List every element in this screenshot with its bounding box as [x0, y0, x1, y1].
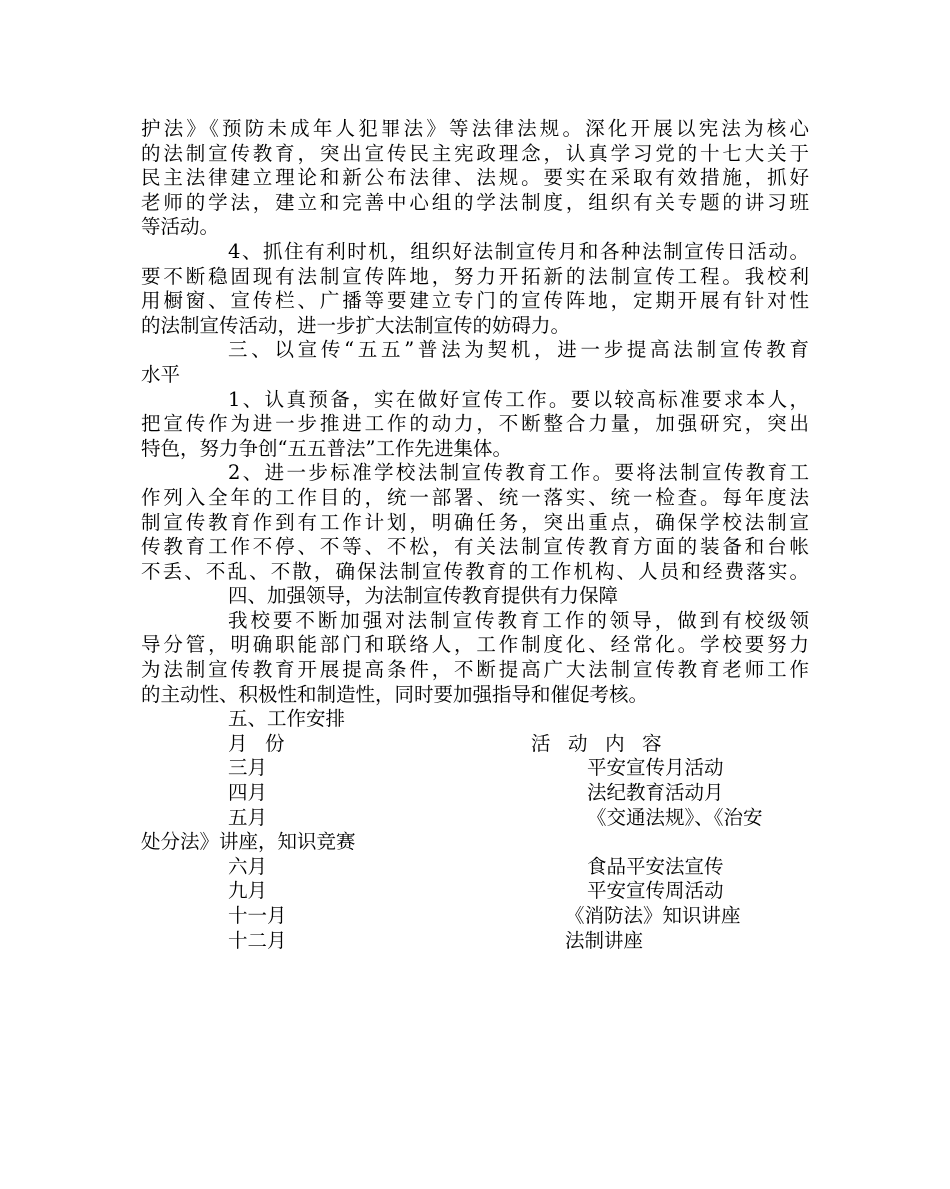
schedule-activity: 《消防法》知识讲座	[565, 904, 741, 927]
document-body	[141, 117, 809, 953]
schedule-month: 九月	[228, 879, 268, 903]
schedule-month: 四月	[228, 781, 268, 805]
schedule-activity-continued: 处分法》讲座，知识竞赛	[141, 830, 356, 854]
text-line: 老师的学法，建立和完善中心组的学法制度，组织有关专题的讲习班	[141, 190, 809, 214]
text-line: 民主法律建立理论和新公布法律、法规。要实在采取有效措施，抓好	[141, 166, 809, 190]
schedule-activity: 《交通法规》、《治安	[587, 805, 763, 829]
text-line: 导分管，明确职能部门和联络人，工作制度化、经常化。学校要努力	[141, 633, 809, 657]
schedule-month: 十一月	[228, 904, 287, 927]
section-heading: 四、加强领导，为法制宣传教育提供有力保障	[228, 584, 619, 608]
text-line: 特色，努力争创“五五普法”工作先进集体。	[141, 436, 512, 460]
schedule-row	[141, 929, 809, 954]
schedule-row	[141, 806, 809, 831]
text-line: 要不断稳固现有法制宣传阵地，努力开拓新的法制宣传工程。我校利	[141, 264, 809, 288]
text-line: 的法制宣传活动，进一步扩大法制宣传的妨碍力。	[141, 313, 571, 337]
text-line: 作列入全年的工作目的，统一部署、统一落实、统一检查。每年度法	[141, 485, 809, 509]
schedule-month: 三月	[228, 756, 268, 780]
schedule-month: 十二月	[228, 928, 287, 952]
schedule-row	[141, 756, 809, 781]
text-line: 不丢、不乱、不散，确保法制宣传教育的工作机构、人员和经费落实。	[141, 559, 809, 583]
text-line: 把宣传作为进一步推进工作的动力，不断整合力量，加强研究，突出	[141, 412, 809, 436]
schedule-col-month: 月份	[228, 731, 303, 755]
schedule-activity: 法制讲座	[565, 928, 644, 952]
text-line: 2、进一步标准学校法制宣传教育工作。要将法制宣传教育工	[228, 461, 809, 485]
text-line: 传教育工作不停、不等、不松，有关法制宣传教育方面的装备和台帐	[141, 535, 809, 559]
text-line: 为法制宣传教育开展提高条件，不断提高广大法制宣传教育老师工作	[141, 658, 809, 682]
section-heading: 水平	[141, 362, 181, 386]
text-line: 用橱窗、宣传栏、广播等要建立专门的宣传阵地，定期开展有针对性	[141, 289, 809, 313]
schedule-col-activity: 活动内容	[531, 731, 680, 755]
schedule-row	[141, 855, 809, 880]
text-line: 我校要不断加强对法制宣传教育工作的领导，做到有校级领	[228, 608, 809, 632]
schedule-heading: 五、工作安排	[228, 707, 346, 731]
schedule-activity: 食品平安法宣传	[587, 854, 724, 878]
schedule-row	[141, 781, 809, 806]
text-line: 等活动。	[141, 215, 220, 239]
schedule-month: 六月	[228, 854, 268, 878]
schedule-header-row	[141, 732, 809, 757]
text-line: 的主动性、积极性和制造性，同时要加强指导和催促考核。	[141, 682, 649, 706]
text-line: 制宣传教育作到有工作计划，明确任务，突出重点，确保学校法制宣	[141, 510, 809, 534]
schedule-activity: 法纪教育活动月	[587, 781, 724, 805]
schedule-activity: 平安宣传月活动	[587, 756, 724, 780]
text-line: 护法》《预防未成年人犯罪法》等法律法规。深化开展以宪法为核心	[141, 117, 809, 140]
schedule-month: 五月	[228, 805, 268, 829]
section-heading: 三、以宣传“五五”普法为契机，进一步提高法制宣传教育	[228, 338, 809, 362]
schedule-activity: 平安宣传周活动	[587, 879, 724, 903]
schedule-row	[141, 904, 809, 929]
text-line: 的法制宣传教育，突出宣传民主宪政理念，认真学习党的十七大关于	[141, 141, 809, 165]
text-line: 4、抓住有利时机，组织好法制宣传月和各种法制宣传日活动。	[228, 239, 809, 263]
schedule-row	[141, 879, 809, 904]
text-line: 1、认真预备，实在做好宣传工作。要以较高标准要求本人，	[228, 387, 809, 411]
